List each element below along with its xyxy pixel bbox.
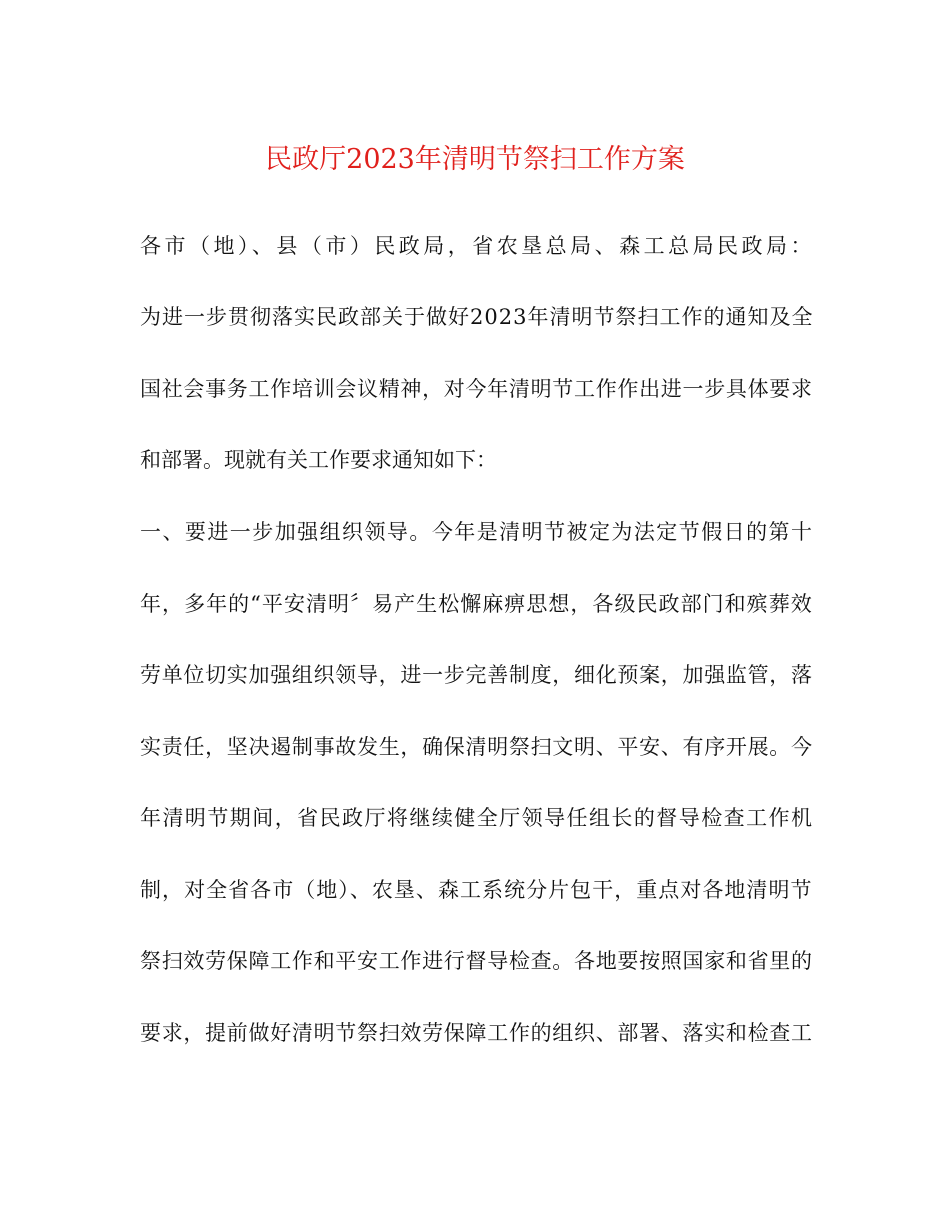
- text-line: 国社会事务工作培训会议精神，对今年清明节工作作出进一步具体要求: [140, 377, 813, 401]
- text-line: 制，对全省各市（地）、农垦、森工系统分片包干，重点对各地清明节: [140, 878, 813, 902]
- text-line: 和部署。现就有关工作要求通知如下：: [140, 448, 497, 472]
- text-line: 实责任，坚决遏制事故发生，确保清明祭扫文明、平安、有序开展。今: [140, 735, 813, 759]
- text-line: 要求，提前做好清明节祭扫效劳保障工作的组织、部署、落实和检查工: [140, 1021, 813, 1045]
- document-title: 民政厅2023年清明节祭扫工作方案: [265, 144, 685, 175]
- text-line: 年，多年的“平安清明〞易产生松懈麻痹思想，各级民政部门和殡葬效: [140, 592, 813, 616]
- text-line: 年清明节期间，省民政厅将继续健全厅领导任组长的督导检查工作机: [140, 806, 814, 830]
- text-line: 为进一步贯彻落实民政部关于做好2023年清明节祭扫工作的通知及全: [140, 305, 814, 329]
- text-line: 劳单位切实加强组织领导，进一步完善制度，细化预案，加强监管，落: [140, 663, 813, 687]
- text-line: 祭扫效劳保障工作和平安工作进行督导检查。各地要按照国家和省里的: [140, 949, 813, 973]
- text-line-section-1: 一、要进一步加强组织领导。今年是清明节被定为法定节假日的第十: [140, 520, 814, 544]
- text-line-salutation: 各市（地）、县（市）民政局，省农垦总局、森工总局民政局：: [140, 234, 815, 258]
